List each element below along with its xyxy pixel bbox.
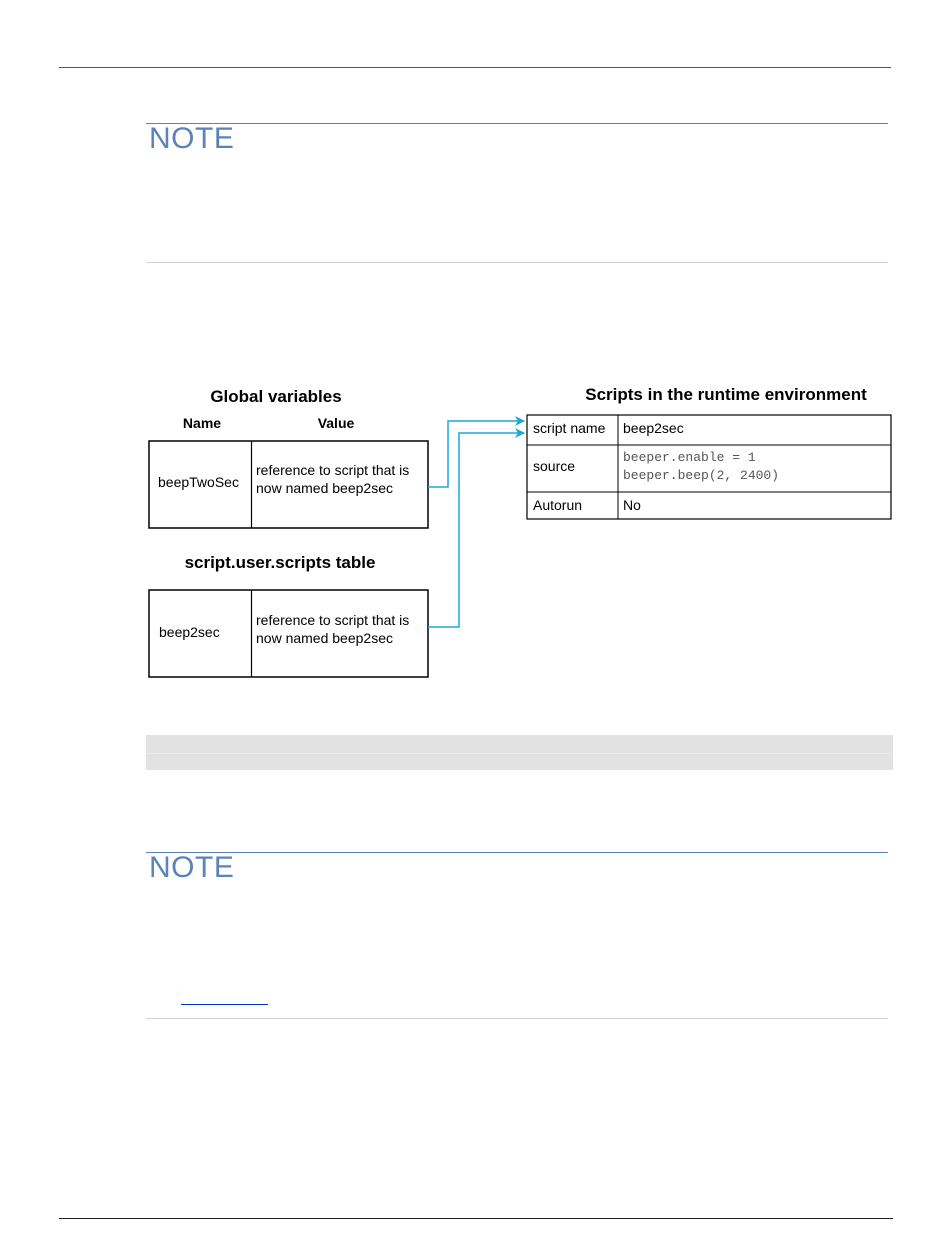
name-column-header: Name xyxy=(182,415,222,431)
note-heading: NOTE xyxy=(149,122,235,155)
runtime-key-autorun: Autorun xyxy=(533,497,583,513)
global-variables-title: Global variables xyxy=(210,387,342,406)
note-bottom-rule xyxy=(146,1018,888,1019)
user-scripts-reference-arrow xyxy=(428,433,524,627)
runtime-value-script-name: beep2sec xyxy=(623,420,684,436)
user-scripts-name: beep2sec xyxy=(159,624,220,640)
runtime-environment-title: Scripts in the runtime environment xyxy=(585,385,867,404)
global-variable-reference-arrow xyxy=(428,421,524,487)
global-variable-value-line2: now named beep2sec xyxy=(256,480,393,496)
note-top-rule xyxy=(146,852,888,853)
runtime-value-autorun: No xyxy=(623,497,641,513)
runtime-key-script-name: script name xyxy=(533,420,606,436)
user-scripts-title: script.user.scripts table xyxy=(184,553,376,572)
global-variable-value-line1: reference to script that is xyxy=(256,462,410,478)
user-scripts-value-line2: now named beep2sec xyxy=(256,630,393,646)
user-scripts-value-line1: reference to script that is xyxy=(256,612,410,628)
global-variable-name: beepTwoSec xyxy=(158,474,239,490)
table-header-band xyxy=(146,735,893,770)
note-link-underline[interactable] xyxy=(181,1004,268,1005)
runtime-source-line1: beeper.enable = 1 xyxy=(623,450,756,465)
page-bottom-rule xyxy=(59,1218,893,1219)
note-heading: NOTE xyxy=(149,851,235,884)
value-column-header: Value xyxy=(317,415,355,431)
runtime-source-line2: beeper.beep(2, 2400) xyxy=(623,468,780,483)
runtime-key-source: source xyxy=(533,458,576,474)
